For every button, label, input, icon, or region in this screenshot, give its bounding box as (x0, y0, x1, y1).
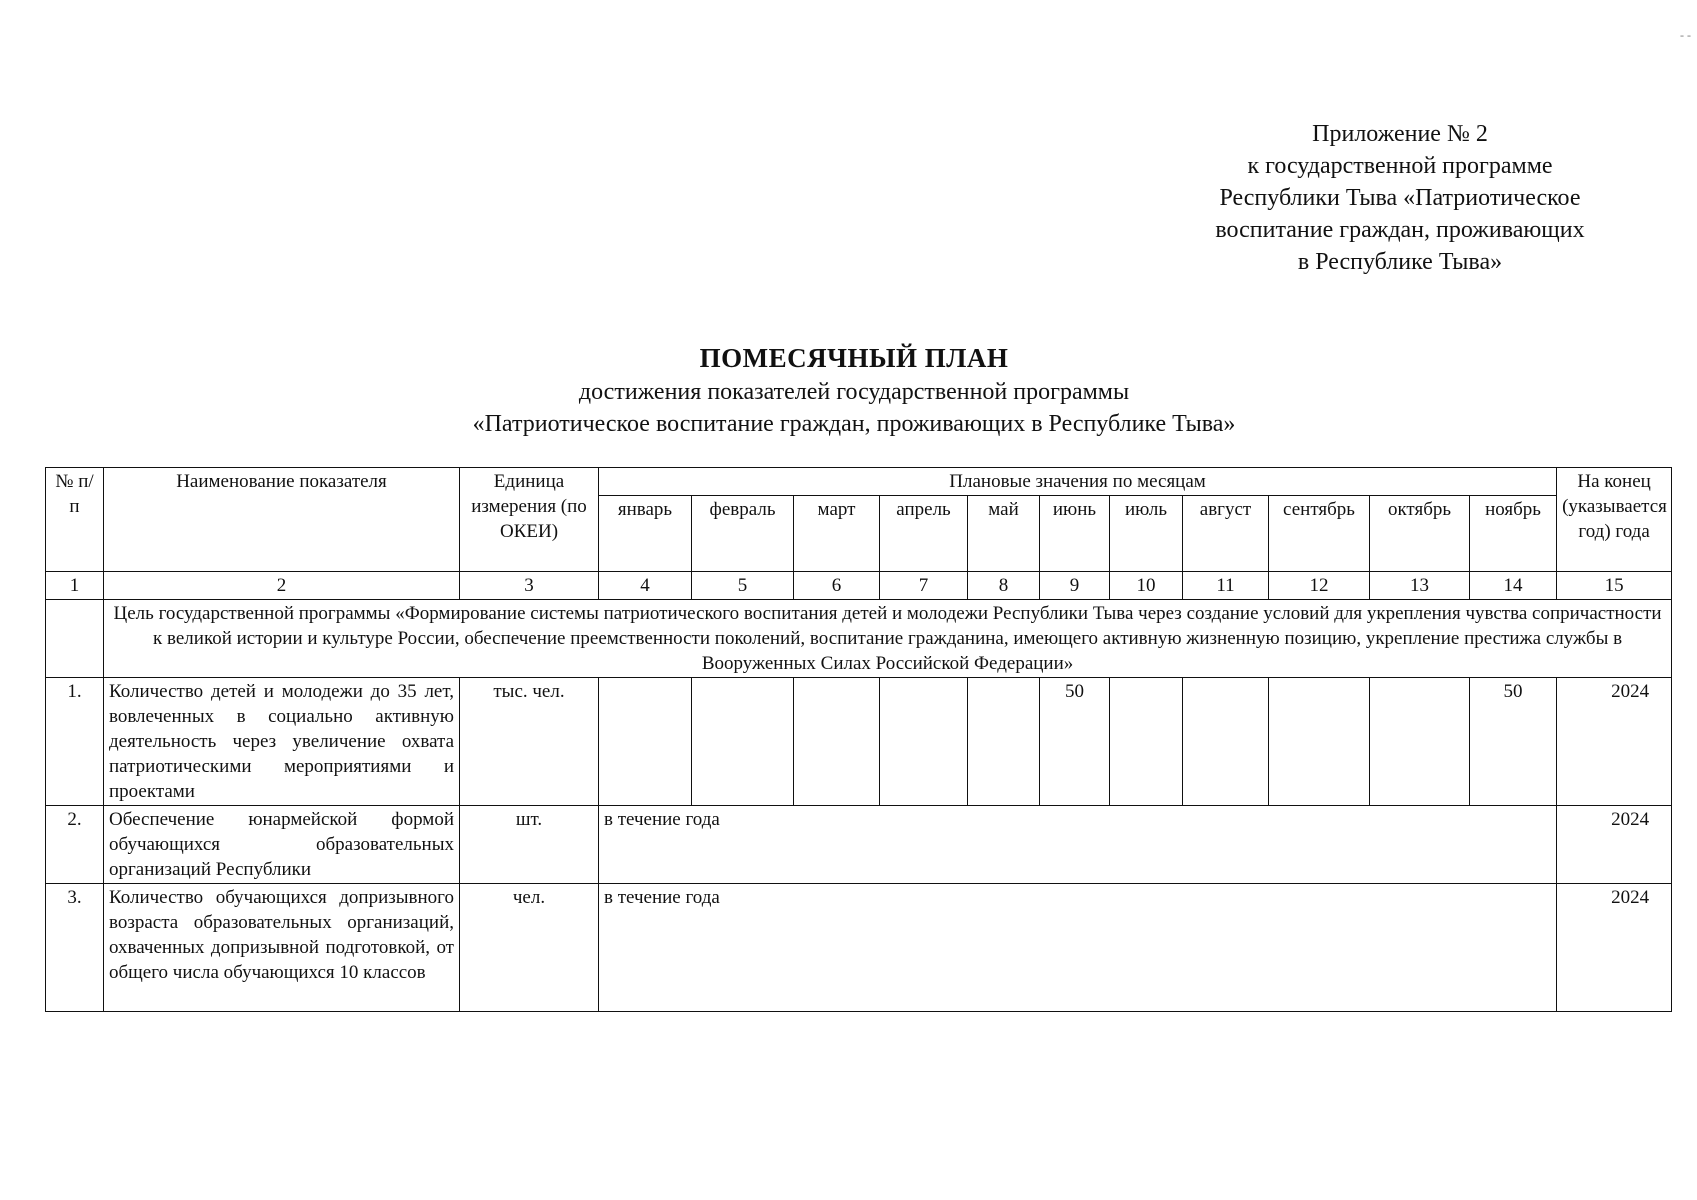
indicator-unit: тыс. чел. (460, 678, 599, 806)
header-month: июнь (1040, 496, 1110, 572)
value-cell-october (1370, 678, 1470, 806)
column-number: 12 (1269, 572, 1370, 600)
document-subtitle: достижения показателей государственной программы (578, 379, 1130, 405)
period-cell: в течение года (599, 806, 1557, 884)
appendix-line: к государственной программе (1247, 153, 1553, 179)
end-year-value: 2024 (1557, 678, 1672, 806)
header-indicator-name: Наименование показателя (104, 468, 460, 572)
indicator-name: Количество обучающихся допризывного возраста образовательных организаций, охваченных допризывной подготовкой, от общего числа обучающихся 10 классов (104, 884, 460, 1012)
header-month: апрель (880, 496, 968, 572)
value-cell-january (599, 678, 692, 806)
period-cell: в течение года (599, 884, 1557, 1012)
value-cell-june: 50 (1040, 678, 1110, 806)
header-month: сентябрь (1269, 496, 1370, 572)
row-num: 3. (46, 884, 104, 1012)
table-row (46, 884, 1672, 1012)
header-month: июль (1110, 496, 1183, 572)
column-number: 6 (794, 572, 880, 600)
table-row (46, 806, 1672, 884)
appendix-line: воспитание граждан, проживающих (1215, 217, 1585, 243)
indicator-name: Количество детей и молодежи до 35 лет, вовлеченных в социально активную деятельность через увеличение охвата патриотическими мероприятиями и проектами (104, 678, 460, 806)
value-cell-february (692, 678, 794, 806)
header-end-of-year: На конец (указывается год) года (1557, 468, 1672, 572)
header-month: октябрь (1370, 496, 1470, 572)
header-month: ноябрь (1470, 496, 1557, 572)
indicator-name: Обеспечение юнармейской формой обучающихся образовательных организаций Республики (104, 806, 460, 884)
document-heading (0, 340, 1697, 440)
indicator-unit: шт. (460, 806, 599, 884)
column-number: 2 (104, 572, 460, 600)
header-month: май (968, 496, 1040, 572)
document-title: ПОМЕСЯЧНЫЙ ПЛАН (699, 343, 1009, 373)
header-num: № п/п (46, 468, 104, 572)
value-cell-november: 50 (1470, 678, 1557, 806)
header-month: февраль (692, 496, 794, 572)
end-year-value: 2024 (1557, 806, 1672, 884)
column-number: 11 (1183, 572, 1269, 600)
header-month: август (1183, 496, 1269, 572)
appendix-line: Республики Тыва «Патриотическое (1219, 185, 1581, 211)
value-cell-march (794, 678, 880, 806)
row-num: 2. (46, 806, 104, 884)
program-goal: Цель государственной программы «Формирование системы патриотического воспитания детей и молодежи Республики Тыва через создание условий для укрепления чувства сопричастности к великой истории и культуре России, обеспечение преемственности поколений, воспитание гражданина, имеющего активную жизненную позицию, укрепление престижа службы в Вооруженных Силах Российской Федерации» (104, 600, 1672, 678)
value-cell-april (880, 678, 968, 806)
column-number: 8 (968, 572, 1040, 600)
table-row (46, 678, 1672, 806)
column-number: 1 (46, 572, 104, 600)
header-unit: Единица измерения (по ОКЕИ) (460, 468, 599, 572)
column-number: 7 (880, 572, 968, 600)
row-num: 1. (46, 678, 104, 806)
end-year-value: 2024 (1557, 884, 1672, 1012)
header-month: январь (599, 496, 692, 572)
monthly-plan-table (45, 467, 1672, 1012)
program-name: «Патриотическое воспитание граждан, проживающих в Республике Тыва» (472, 411, 1236, 437)
column-number: 3 (460, 572, 599, 600)
appendix-line: Приложение № 2 (1312, 121, 1488, 147)
value-cell-august (1183, 678, 1269, 806)
appendix-line: в Республике Тыва» (1297, 249, 1503, 275)
header-month: март (794, 496, 880, 572)
column-number: 4 (599, 572, 692, 600)
indicator-unit: чел. (460, 884, 599, 1012)
scan-mark: - - (1680, 28, 1691, 42)
column-number: 13 (1370, 572, 1470, 600)
value-cell-july (1110, 678, 1183, 806)
goal-num-cell (46, 600, 104, 678)
column-number: 15 (1557, 572, 1672, 600)
column-number: 10 (1110, 572, 1183, 600)
column-number: 14 (1470, 572, 1557, 600)
column-number: 9 (1040, 572, 1110, 600)
value-cell-may (968, 678, 1040, 806)
column-number: 5 (692, 572, 794, 600)
value-cell-september (1269, 678, 1370, 806)
appendix-note (1180, 118, 1620, 278)
header-monthly-values: Плановые значения по месяцам (599, 468, 1557, 496)
